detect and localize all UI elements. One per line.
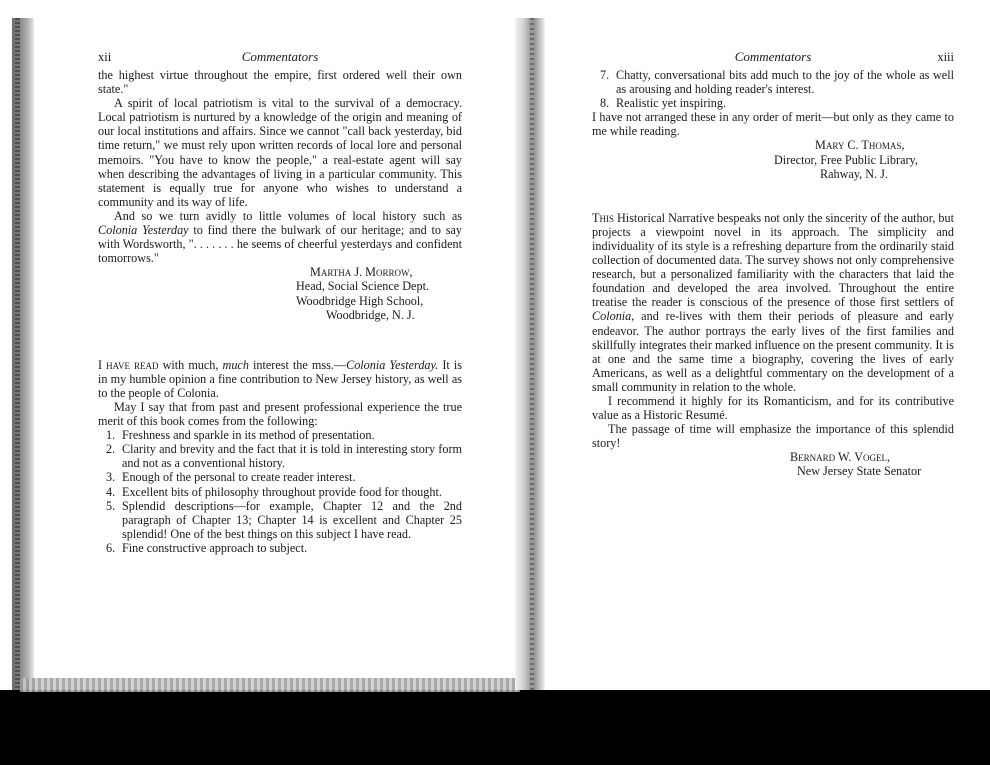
paragraph: I recommend it highly for its Romanticism, and for its contributive value as a Historic Resumé.: [592, 393, 954, 423]
paragraph: The passage of time will emphasize the importance of this splendid story!: [592, 422, 954, 451]
merit-list-continued: [592, 68, 954, 110]
drop-caps: I have read: [98, 357, 159, 372]
book-title: Colonia Yesterday.: [346, 357, 439, 372]
paragraph: I have read with much, much interest the mss.—Colonia Yesterday. It is in my humble opinion a fine contribution to New Jersey history, as well as to the people of Colonia.: [98, 357, 462, 400]
page-number-left: xii: [98, 50, 112, 64]
book-title: Colonia,: [592, 309, 635, 324]
page-number-right: xiii: [937, 50, 954, 64]
drop-caps: This: [592, 210, 614, 225]
signature-place: Rahway, N. J.: [820, 166, 888, 181]
list-item: 2. Clarity and brevity and the fact that it is told in interesting story form and not as a conventional history.: [106, 442, 462, 471]
book-gutter: [515, 18, 545, 690]
merit-list: [98, 428, 462, 555]
paragraph: the highest virtue throughout the empire, first ordered well their own state.": [98, 68, 462, 97]
book-title: Colonia Yesterday: [98, 223, 189, 238]
paragraph: A spirit of local patriotism is vital to the survival of a democracy. Local patriotism is nurtured by a knowledge of the origin and meaning of our local institutions and affairs. Since we cannot "call back yesterday, bid time return," we must rely upon written records of local lore and personal memoirs. "You have to know the people," a real-estate agent will say when describing the advantages of living in a particular community. This statement is equally true for anyone who wishes to understand a community and its way of life.: [98, 96, 462, 209]
signature-org: Woodbridge High School,: [296, 293, 424, 308]
right-page: [592, 50, 954, 479]
signature-name: Bernard W. Vogel,: [790, 450, 891, 465]
right-page-header: [592, 50, 954, 66]
scan-background: [0, 690, 990, 765]
signature-title: Head, Social Science Dept.: [296, 279, 429, 294]
book-edge-left: [12, 18, 34, 690]
running-head-right: Commentators: [734, 49, 812, 64]
page-stack-edge: [20, 678, 520, 692]
signature-name: Martha J. Morrow,: [310, 265, 413, 280]
signature-place: Woodbridge, N. J.: [326, 307, 415, 322]
paragraph: May I say that from past and present professional experience the true merit of this book comes from the following:: [98, 399, 462, 429]
signature-name: Mary C. Thomas,: [815, 138, 905, 153]
list-item: 4. Excellent bits of philosophy throughout provide food for thought.: [106, 484, 442, 499]
list-item: 5. Splendid descriptions—for example, Chapter 12 and the 2nd paragraph of Chapter 13; Chapter 14 is excellent and Chapter 25 splendid! One of the best things on this subject I have read.: [106, 498, 462, 541]
list-item: 8. Realistic yet inspiring.: [600, 96, 727, 111]
paragraph: I have not arranged these in any order of merit—but only as they came to me while reading.: [592, 110, 954, 139]
list-item: 7. Chatty, conversational bits add much to the joy of the whole as well as arousing and holding reader's interest.: [600, 68, 954, 97]
running-head-left: Commentators: [241, 49, 319, 64]
signature-title: Director, Free Public Library,: [774, 152, 918, 167]
list-item: 3. Enough of the personal to create reader interest.: [106, 470, 356, 485]
paragraph: This Historical Narrative bespeaks not only the sincerity of the author, but projects a viewpoint novel in its approach. The simplicity and individuality of its style is a refreshing departure from the ordinarily staid collection of documented data. The survey shows not only comprehensive research, but a personalized familiarity with the characters that laid the foundation and developed the area involved. Throughout the entire treatise the reader is conscious of the presence of those first settlers of Colonia, and re-lives with them their periods of pleasure and early endeavor. The author portrays the early lives of the first families and skillfully integrates their marked influence on the present community. It is at one and the same time a biography, covering the lives of early Americans, as well as a delightful commentary on the development of a small community in relation to the whole.: [592, 210, 954, 394]
list-item: 6. Fine constructive approach to subject.: [106, 540, 308, 555]
paragraph: And so we turn avidly to little volumes of local history such as Colonia Yesterday to find there the bulwark of our heritage; and to say with Wordsworth, ". . . . . . . he seems of cheerful yesterdays and confident tomorrows.": [98, 208, 462, 266]
left-page: [98, 50, 462, 555]
left-page-header: [98, 50, 462, 66]
signature-title: New Jersey State Senator: [797, 464, 922, 479]
list-item: 1. Freshness and sparkle in its method of presentation.: [106, 428, 375, 443]
